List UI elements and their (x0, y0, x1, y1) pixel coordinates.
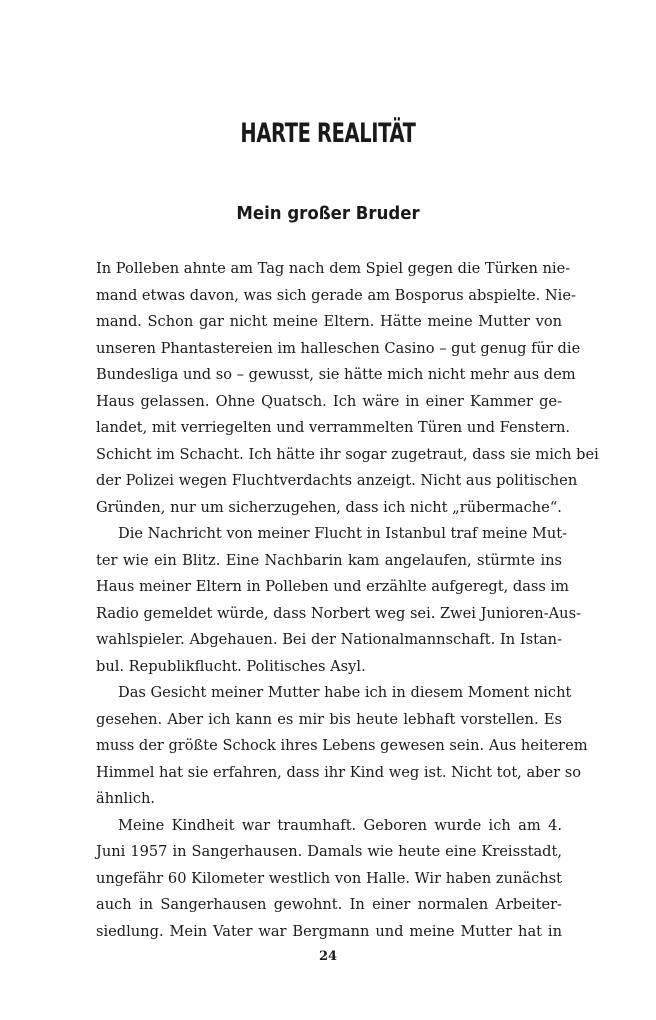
section-title: Mein großer Bruder (236, 203, 420, 224)
text-line: Haus gelassen. Ohne Quatsch. Ich wäre in einer Kammer ge- (96, 392, 562, 410)
text-line: Schicht im Schacht. Ich hätte ihr sogar zugetraut, dass sie mich bei (96, 445, 599, 463)
text-line: Bundesliga und so – gewusst, sie hätte mich nicht mehr aus dem (96, 366, 576, 383)
text-line: unseren Phantastereien im halleschen Casino – gut genug für die (96, 339, 581, 357)
text-line: Himmel hat sie erfahren, dass ihr Kind weg ist. Nicht tot, aber so (96, 763, 582, 781)
chapter-title: HARTE REALITÄT (240, 118, 416, 149)
text-line: auch in Sangerhausen gewohnt. In einer normalen Arbeiter- (96, 896, 562, 913)
text-line: gesehen. Aber ich kann es mir bis heute lebhaft vorstellen. Es (96, 710, 562, 728)
text-line: bul. Republikflucht. Politisches Asyl. (96, 657, 366, 675)
text-line: der Polizei wegen Fluchtverdachts anzeigt. Nicht aus politischen (96, 472, 578, 489)
text-line: Meine Kindheit war traumhaft. Geboren wurde ich am 4. (118, 816, 562, 834)
text-line: Juni 1957 in Sangerhausen. Damals wie heute eine Kreisstadt, (96, 843, 562, 860)
text-line: Das Gesicht meiner Mutter habe ich in diesem Moment nicht (118, 684, 572, 701)
text-line: Haus meiner Eltern in Polleben und erzählte aufgeregt, dass im (96, 578, 570, 595)
text-line: mand. Schon gar nicht meine Eltern. Hätte meine Mutter von (96, 313, 562, 330)
text-line: siedlung. Mein Vater war Bergmann und meine Mutter hat in (96, 922, 562, 940)
text-line: In Polleben ahnte am Tag nach dem Spiel gegen die Türken nie- (96, 260, 571, 277)
text-line: landet, mit verriegelten und verrammelten Türen und Fenstern. (96, 419, 570, 436)
text-line: Die Nachricht von meiner Flucht in Istanbul traf meine Mut- (118, 525, 568, 542)
text-line: ähnlich. (96, 790, 156, 807)
text-line: ter wie ein Blitz. Eine Nachbarin kam angelaufen, stürmte ins (96, 551, 562, 569)
text-line: wahlspieler. Abgehauen. Bei der Nationalmannschaft. In Istan- (96, 631, 562, 648)
page-number: 24 (318, 949, 338, 964)
text-line: ungefähr 60 Kilometer westlich von Halle. Wir haben zunächst (96, 869, 562, 887)
text-line: mand etwas davon, was sich gerade am Bosporus abspielte. Nie- (96, 286, 576, 304)
text-line: muss der größte Schock ihres Lebens gewesen sein. Aus heiterem (96, 737, 588, 754)
body-text (96, 256, 599, 945)
text-line: Gründen, nur um sicherzugehen, dass ich nicht „rübermache“. (96, 498, 562, 516)
text-line: Radio gemeldet würde, dass Norbert weg sei. Zwei Junioren-Aus- (96, 604, 581, 622)
